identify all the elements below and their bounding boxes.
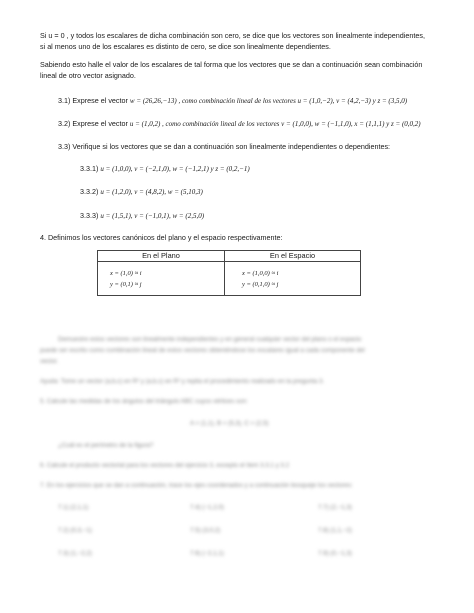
exercise-3-3: 3.3) Verifique si los vectores que se dan a continuación son linealmente independientes o dependientes: [58,142,391,151]
blurred-list-item: 7.7) (2,−1,3) [318,504,352,511]
blurred-list-item: 7.3) (1,−2,2) [58,550,92,557]
exercise-label: 3.3.3) [80,211,99,220]
space-y-vector: y = (0,1,0) ≈ j [242,281,279,288]
blurred-text-line: 5. Calcule las medidas de los ángulos del triángulo ABC cuyos vértices son: [40,398,248,405]
blurred-list-item: 7.1) (2,1,1) [58,504,89,511]
paragraph-line: lineal de otro vector asignado. [40,71,136,80]
exercise-label: 3.3.2) [80,187,99,196]
exercise-3-3-2 [80,187,203,197]
blurred-list-item: 7.4) (−1,2,0) [190,504,224,511]
section-4-heading: 4. Definimos los vectores canónicos del plano y el espacio respectivamente: [40,233,283,242]
table-header-space: En el Espacio [225,251,360,262]
blurred-list-item: 7.8) (1,1,−2) [318,527,352,534]
exercise-text: 3.1) Exprese el vector [58,96,128,105]
blurred-text-line: A = (1,1), B = (5,3), C = (2,5) [190,420,269,427]
plane-x-vector: x = (1,0) ≈ i [110,270,142,277]
blurred-text-line: puede ser escrito como combinación lineal de estos vectores obteniéndose los escalares igual a cada componente del [40,347,365,354]
paragraph-line: Si u = 0 , y todos los escalares de dicha combinación son cero, se dice que los vectores son linealmente independientes, [40,31,425,40]
blurred-text-line: Demuestre estos vectores son linealmente independientes y en general cualquier vector del plano o el espacio [58,336,362,343]
blurred-text-line: vector. [40,358,59,365]
plane-y-vector: y = (0,1) ≈ j [110,281,142,288]
exercise-label: 3.3.1) [80,164,99,173]
canonical-vectors-table [97,250,361,296]
exercise-3-2 [58,119,421,129]
table-header-plane: En el Plano [98,251,224,262]
paragraph-line: Sabiendo esto halle el valor de los escalares de tal forma que los vectores que se dan a continuación sean combinación [40,60,423,69]
exercise-math: u = (1,0,2) , como combinación lineal de los vectores v = (1,0,0), w = (−1,1,0), x = (1,1,1) y z = (0,0,2) [129,120,421,128]
blurred-text-line: ¿Cuál es el perímetro de la figura? [58,442,154,449]
blurred-text-line: 7. En los ejercicios que se dan a continuación, trace los ejes coordenados y a continuación bosqueje los vectores: [40,482,353,489]
exercise-3-3-3 [80,211,204,221]
blurred-list-item: 7.5) (3,0,2) [190,527,221,534]
paragraph-line: si al menos uno de los escalares es distinto de cero, se dice son linealmente dependientes. [40,42,331,51]
exercise-3-3-1 [80,164,250,174]
blurred-list-item: 7.6) (−2,1,1) [190,550,224,557]
space-x-vector: x = (1,0,0) ≈ i [242,270,279,277]
blurred-list-item: 7.9) (0,−1,3) [318,550,352,557]
exercise-math: u = (1,5,1), v = (−1,0,1), w = (2,5,0) [100,212,205,220]
exercise-text: 3.2) Exprese el vector [58,119,128,128]
exercise-math: u = (1,2,0), v = (4,8,2), w = (5,10,3) [100,188,203,196]
table-divider [224,251,225,295]
exercise-3-1 [58,96,407,106]
exercise-math: w = (26,26,−13) , como combinación lineal de los vectores u = (1,0,−2), v = (4,2,−3) y z = (3,5,0) [129,97,408,105]
blurred-text-line: Ayuda: Tome un vector (a,b,c) en R² y (a,b,c) en R³ y repita el procedimiento realizado en la pregunta 3. [40,378,325,385]
blurred-text-line: 6. Calcule el producto vectorial para los vectores del ejercicio 3, excepto el ítem 3.3.1 y 3.2 [40,462,290,469]
exercise-math: u = (1,0,0), v = (−2,1,0), w = (−1,2,1) y z = (0,2,−1) [100,165,250,173]
blurred-list-item: 7.2) (0,3,−1) [58,527,92,534]
